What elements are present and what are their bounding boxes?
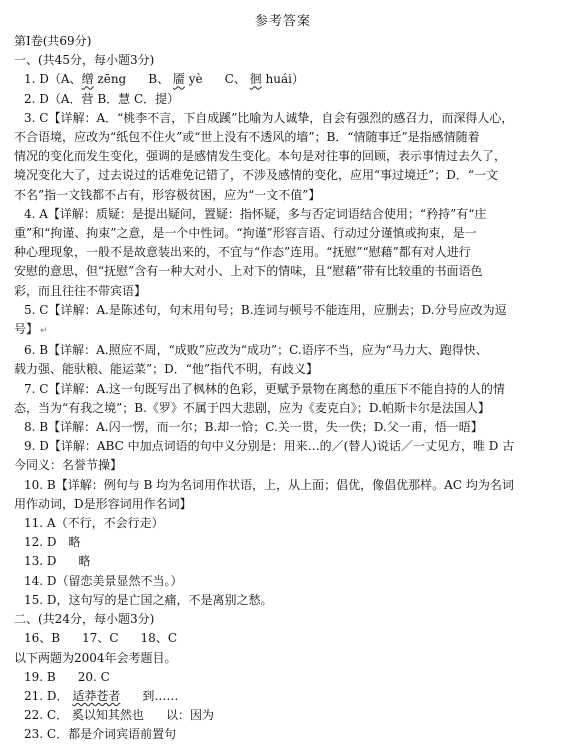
- answer-q8: 8. B【详解：A.闪一愣，而一尔；B.却一恰；C.关一贯，失一佚；D.父一甫，悟一晤】: [24, 420, 483, 435]
- q1-num: 1. D（A、: [24, 72, 82, 87]
- answer-content: [14, 32, 554, 745]
- q5-line-text: 号】: [14, 322, 39, 337]
- answer-q9: [14, 437, 554, 475]
- q20: 20. C: [77, 669, 110, 684]
- q22-part-b: 以：因为: [165, 708, 214, 723]
- answer-q4: [14, 205, 554, 301]
- q5-line: 5. C【详解：A.是陈述句，句末用句号；B.连词与顿号不能连用，应删去；D.分号应改为逗: [24, 302, 507, 317]
- return-mark-icon: ↵: [40, 326, 48, 337]
- q1-pinyin-a: zēng: [97, 72, 127, 87]
- answer-q10: [14, 476, 554, 514]
- q10-line: 用作动词，D是形容词用作名词】: [14, 496, 192, 511]
- answer-q15: 15. D，这句写的是亡国之痛，不是离别之愁。: [24, 592, 273, 607]
- page-title: 参考答案: [254, 14, 311, 29]
- answer-q19-20: [14, 668, 554, 687]
- q1-char-b: 靥: [172, 72, 185, 87]
- q7-line: 态，当为“有我之境”；B.《罗》不属于四大悲剧，应为《麦克白》；D.帕斯卡尔是法国人】: [14, 400, 490, 415]
- q13-num: 13. D: [24, 554, 57, 569]
- q5-line: [14, 320, 554, 341]
- answer-q22: [14, 706, 554, 725]
- q16: 16、B: [24, 631, 61, 646]
- answer-q13: [14, 552, 554, 571]
- q6-line: 载力强、能驮粮、能运菜”；D．“他”指代不明，有歧义】: [14, 362, 319, 377]
- q4-line: 4. A【详解：质疑：是提出疑问，置疑：指怀疑，多与否定词语结合使用；“矜持”有“庄: [24, 206, 487, 221]
- q3-line: 境况变化大了，过去说过的话难免记错了，不涉及感情的变化，应用“事过境迁”；D．“一文: [14, 168, 499, 183]
- answer-q6: [14, 341, 554, 379]
- answer-q2: 2. D（A．营 B．慧 C．提）: [24, 91, 180, 106]
- q4-line: 安慰的意思，但“抚慰”含有一种大对小、上对下的情味，且“慰藉”带有比较重的书面语色: [14, 264, 483, 279]
- q12-num: 12. D: [24, 535, 57, 550]
- q7-line: 7. C【详解：A.这一句既写出了枫林的色彩，更赋予景物在离愁的重压下不能自持的人的情: [24, 381, 505, 396]
- answer-q3: [14, 109, 554, 205]
- section1-header: 第Ⅰ卷(共69分): [14, 34, 92, 48]
- q9-line: 9. D【详解：ABC 中加点词语的句中义分别是：用来…的／(替人)说话／一丈见方，唯 D 古: [24, 439, 515, 454]
- answer-q16-18: [14, 629, 554, 648]
- q1-char-c: 徊: [249, 72, 262, 87]
- q12-text: 略: [68, 535, 81, 550]
- q1-pinyin-c: huái: [265, 72, 292, 87]
- q4-line: 重”和“拘谨、拘束”之意，是一个中性词。“拘谨”形容言语、行动过分谨慎或拘束，是一: [14, 226, 477, 241]
- answer-q21: [14, 687, 554, 706]
- q9-line: 今同义：名誉节操】: [14, 458, 123, 473]
- answer-q7: [14, 380, 554, 418]
- q1-pinyin-b: yè: [188, 72, 203, 87]
- answer-q5: [14, 301, 554, 341]
- q4-line: 种心理现象，一般不是故意装出来的，不宜与“作态”连用。“抚慰”“慰藉”都有对人进行: [14, 245, 471, 260]
- part1-header: 一、(共45分，每小题3分): [14, 53, 155, 68]
- q13-text: 略: [78, 554, 91, 569]
- q1-char-a: 缯: [81, 72, 94, 87]
- q19: 19. B: [24, 669, 56, 684]
- q22-num: 22. C．: [24, 708, 69, 723]
- part2-header: 二、(共24分，每小题3分): [14, 612, 155, 627]
- answer-q11: 11. A（不行，不会行走）: [24, 516, 164, 531]
- q3-line: 3. C【详解：A．“桃李不言，下自成蹊”比喻为人诚挚，自会有强烈的感召力，而深得人心，: [24, 110, 514, 125]
- q6-line: 6. B【详解：A.照应不周，“成败”应改为“成功”；C.语序不当，应为“马力大、跑得快、: [24, 343, 488, 358]
- q21-num: 21. D．: [24, 688, 69, 703]
- answer-q1: [14, 70, 554, 89]
- q18: 18、C: [140, 631, 177, 646]
- q3-line: 情况的变化而发生变化，强调的是感情发生变化。本句是对往事的回顾，表示事情过去久了，: [14, 149, 507, 164]
- exam-note: 以下两题为2004年会考题目。: [14, 650, 177, 665]
- q10-line: 10. B【详解：例句与 B 均为名词用作状语，上，从上面；倡优，像倡优那样。AC 均为名词: [24, 477, 514, 492]
- answer-q14: 14. D（留恋美景显然不当。）: [24, 573, 183, 588]
- answer-q23: 23. C．都是介词宾语前置句: [24, 727, 177, 742]
- answer-q12: [14, 533, 554, 552]
- q21-part-b: 到……: [142, 688, 179, 703]
- q3-line: 不名”指一文钱都不占有，形容极贫困，应为“一文不值”】: [14, 187, 321, 202]
- q21-part-a: 适莽苍者: [72, 688, 121, 703]
- q1-b-num: B、: [148, 72, 170, 87]
- q17: 17、C: [82, 631, 119, 646]
- q1-c-num: C、: [224, 72, 246, 87]
- q1-close: ）: [291, 72, 304, 87]
- q3-line: 不合语境，应改为“纸包不住火”或“世上没有不透风的墙”；B．“情随事迁”是指感情随着: [14, 130, 480, 145]
- q4-line: 彩，而且往往不带宾语】: [14, 283, 147, 298]
- q22-part-a: 奚以知其然也: [71, 708, 144, 723]
